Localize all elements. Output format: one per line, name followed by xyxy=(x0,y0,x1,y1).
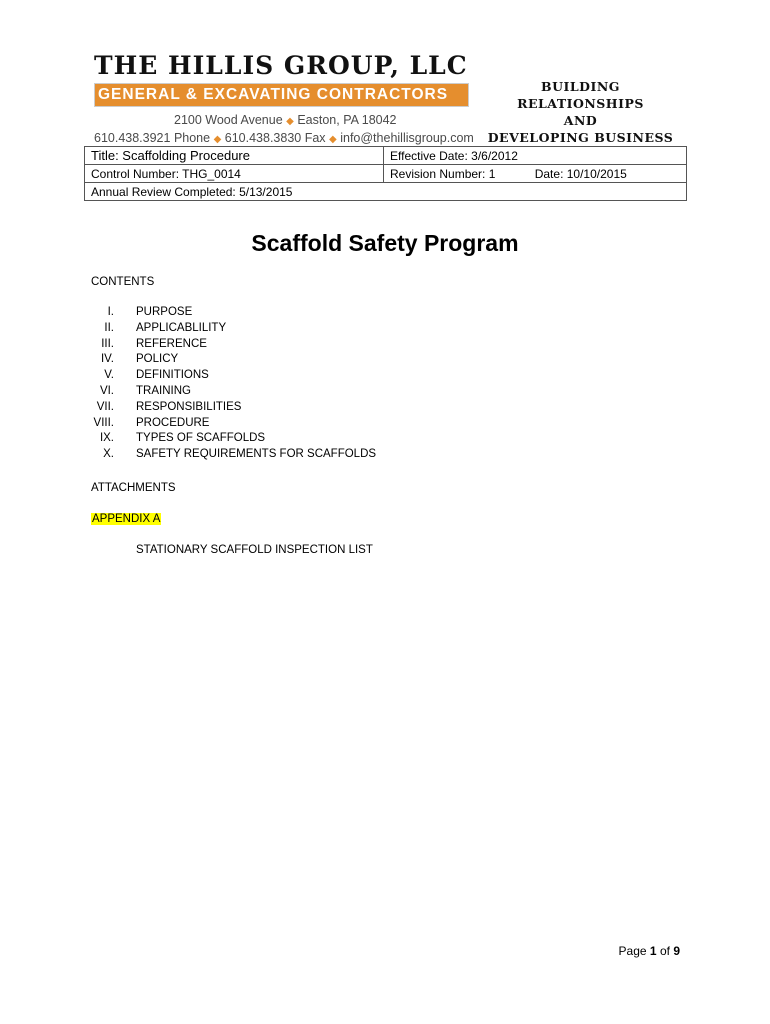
separator-icon: ◆ xyxy=(286,116,294,127)
contents-item-text: DEFINITIONS xyxy=(136,369,209,382)
contents-item-text: APPLICABLILITY xyxy=(136,321,227,334)
contents-item-numeral: IX. xyxy=(99,432,114,445)
company-tagline xyxy=(478,78,683,146)
fax-number: 610.438.3830 Fax xyxy=(224,131,326,145)
contents-item-text: TYPES OF SCAFFOLDS xyxy=(136,432,266,445)
contents-item-numeral: V. xyxy=(104,369,114,382)
appendix-a-label: APPENDIX A xyxy=(92,513,161,525)
tagline-line-3: DEVELOPING BUSINESS xyxy=(487,130,674,145)
effective-date-cell: Effective Date: 3/6/2012 xyxy=(384,147,687,165)
page-prefix: Page xyxy=(618,944,647,958)
phone-number: 610.438.3921 Phone xyxy=(94,131,211,145)
contents-item-text: TRAINING xyxy=(136,384,191,397)
contents-item-text: RESPONSIBILITIES xyxy=(136,400,242,413)
contents-item-numeral: VII. xyxy=(96,400,114,413)
page-of: of xyxy=(659,944,670,958)
contents-item-numeral: II. xyxy=(104,321,114,334)
contents-item-numeral: X. xyxy=(103,448,114,461)
contents-item-text: SAFETY REQUIREMENTS FOR SCAFFOLDS xyxy=(136,448,377,461)
page-number xyxy=(619,944,680,958)
city-address: Easton, PA 18042 xyxy=(297,113,397,127)
revision-cell xyxy=(384,165,687,183)
title-cell: Title: Scaffolding Procedure xyxy=(85,147,384,165)
contents-item-numeral: III. xyxy=(101,337,114,350)
contents-item-numeral: IV. xyxy=(100,353,114,366)
email-address: info@thehillisgroup.com xyxy=(340,131,474,145)
company-logo xyxy=(94,51,474,148)
division-banner: GENERAL & EXCAVATING CONTRACTORS xyxy=(94,83,469,107)
contents-item-numeral: VI. xyxy=(99,384,114,397)
contents-item xyxy=(86,321,227,338)
page-total: 9 xyxy=(673,944,680,958)
contents-item xyxy=(86,337,207,354)
info-row-control xyxy=(85,165,687,183)
separator-icon: ◆ xyxy=(329,134,337,145)
contents-item-numeral: I. xyxy=(107,306,114,318)
street-address-line xyxy=(94,112,469,130)
contents-item-text: PROCEDURE xyxy=(136,416,210,429)
info-row-review xyxy=(85,183,687,201)
contents-item-text: PURPOSE xyxy=(136,306,193,318)
separator-icon: ◆ xyxy=(213,134,222,145)
contents-item xyxy=(86,432,266,448)
revision-number: Revision Number: 1 xyxy=(390,166,496,181)
revision-date: Date: 10/10/2015 xyxy=(534,166,627,181)
document-info-table xyxy=(84,146,687,201)
tagline-line-1: BUILDING RELATIONSHIPS xyxy=(517,79,644,111)
contents-item-text: REFERENCE xyxy=(136,337,207,350)
contents-list xyxy=(86,306,377,464)
contents-item xyxy=(86,369,209,385)
street-address: 2100 Wood Avenue xyxy=(174,113,283,127)
contents-heading: CONTENTS xyxy=(91,276,155,288)
contents-item xyxy=(86,384,191,401)
tagline-line-2: AND xyxy=(563,113,598,128)
appendix-item: STATIONARY SCAFFOLD INSPECTION LIST xyxy=(136,544,373,556)
contents-item-numeral: VIII. xyxy=(93,416,114,429)
contents-item xyxy=(86,416,210,433)
document-title: Scaffold Safety Program xyxy=(251,230,519,256)
page-current: 1 xyxy=(649,944,657,958)
contents-item xyxy=(86,306,193,322)
attachments-heading: ATTACHMENTS xyxy=(91,482,176,494)
company-name: THE HILLIS GROUP, LLC xyxy=(94,51,468,80)
info-row-title xyxy=(85,147,687,165)
contents-item xyxy=(86,448,377,464)
contents-item xyxy=(86,353,179,369)
contents-item-text: POLICY xyxy=(136,353,179,366)
annual-review-cell: Annual Review Completed: 5/13/2015 xyxy=(85,183,687,201)
contents-item xyxy=(86,400,242,417)
control-number-cell: Control Number: THG_0014 xyxy=(85,165,384,183)
